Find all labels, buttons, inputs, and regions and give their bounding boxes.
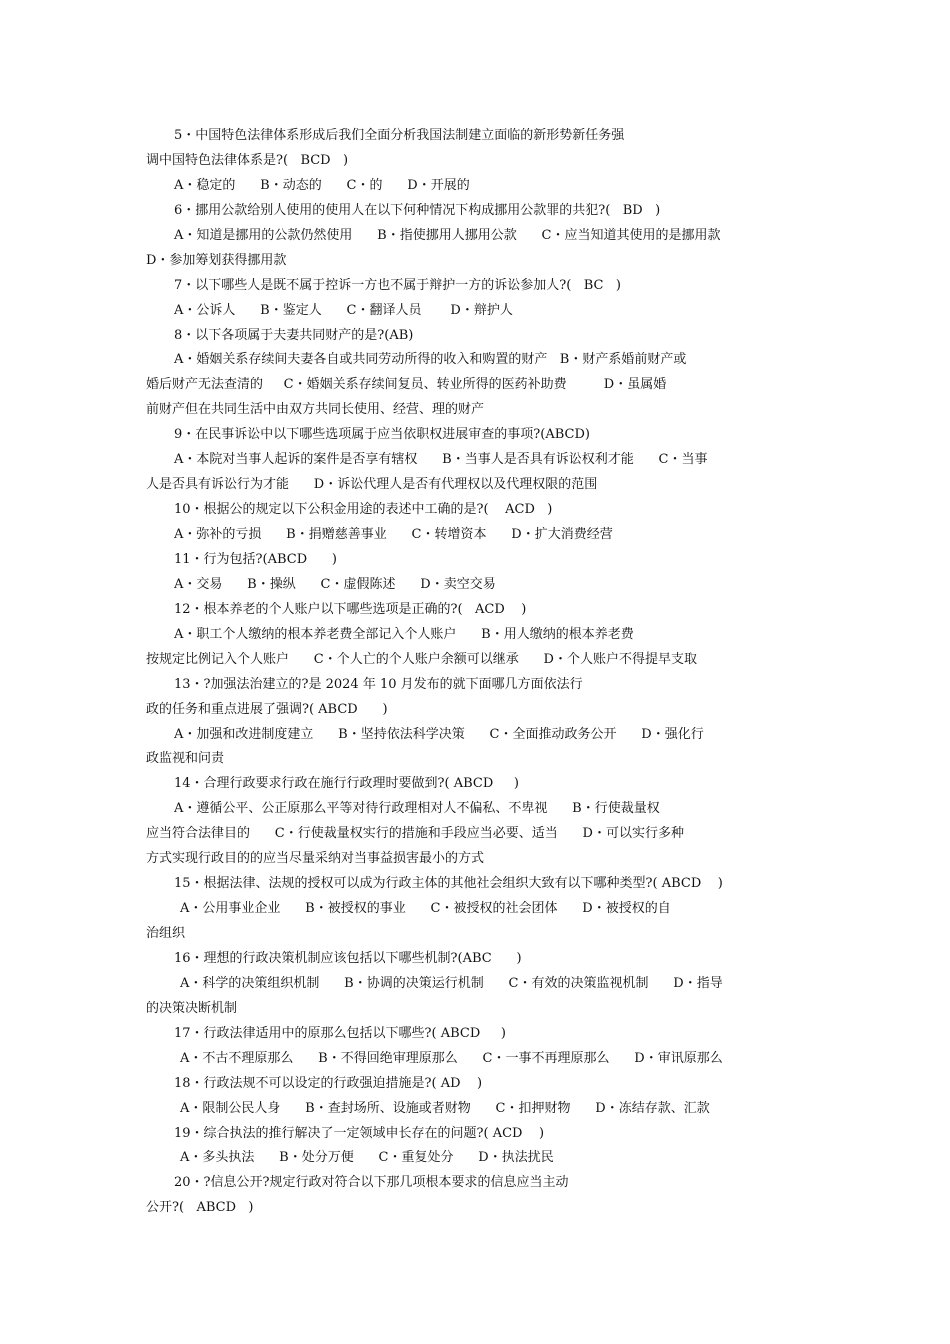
- text-line: A・婚姻关系存续间夫妻各自或共同劳动所得的收入和购置的财产 B・财产系婚前财产或: [174, 352, 687, 368]
- text-line: A・职工个人缴纳的根本养老费全部记入个人账户 B・用人缴纳的根本养老费: [174, 626, 634, 642]
- text-line: A・科学的决策组织机制 B・协调的决策运行机制 C・有效的决策监视机制 D・指导: [180, 975, 723, 991]
- text-line: 应当符合法律目的 C・行使裁量权实行的措施和手段应当必要、适当 D・可以实行多种: [146, 826, 684, 842]
- text-line: 的决策决断机制: [146, 1000, 238, 1016]
- text-line: 政的任务和重点进展了强调?( ABCD ): [146, 701, 388, 717]
- text-line: 18・行政法规不可以设定的行政强迫措施是?( AD ): [174, 1075, 483, 1091]
- text-line: A・知道是挪用的公款仍然使用 B・指使挪用人挪用公款 C・应当知道其使用的是挪用款: [174, 227, 721, 243]
- text-line: 前财产但在共同生活中由双方共同长使用、经营、理的财产: [146, 402, 485, 418]
- text-line: A・不古不理原那么 B・不得回绝审理原那么 C・一事不再理原那么 D・审讯原那么: [180, 1050, 723, 1066]
- text-line: A・本院对当事人起诉的案件是否享有辖权 B・当事人是否具有诉讼权利才能 C・当事: [174, 452, 708, 468]
- text-line: 公开?( ABCD ): [146, 1200, 254, 1216]
- text-line: A・多头执法 B・处分万便 C・重复处分 D・执法扰民: [180, 1150, 554, 1166]
- text-line: A・交易 B・操纵 C・虚假陈述 D・卖空交易: [174, 576, 496, 592]
- text-line: 13・?加强法治建立的?是 2024 年 10 月发布的就下面哪几方面依法行: [174, 676, 583, 692]
- text-line: A・稳定的 B・动态的 C・的 D・开展的: [174, 177, 470, 193]
- text-line: A・公诉人 B・鉴定人 C・翻译人员 D・辩护人: [174, 302, 513, 318]
- text-line: 11・行为包括?(ABCD ): [174, 551, 338, 567]
- text-line: 15・根据法律、法规的授权可以成为行政主体的其他社会组织大致有以下哪种类型?( ABCD ): [174, 876, 723, 892]
- text-line: 14・合理行政要求行政在施行行政理时要做到?( ABCD ): [174, 776, 520, 792]
- text-line: 16・理想的行政决策机制应该包括以下哪些机制?(ABC ): [174, 950, 522, 966]
- text-line: 政监视和问责: [146, 751, 225, 767]
- text-line: 8・以下各项属于夫妻共同财产的是?(AB): [174, 327, 414, 343]
- text-line: 7・以下哪些人是既不属于控诉一方也不属于辩护一方的诉讼参加人?( BC ): [174, 277, 621, 293]
- text-line: 治组织: [146, 926, 186, 941]
- text-line: A・公用事业企业 B・被授权的事业 C・被授权的社会团体 D・被授权的自: [180, 901, 671, 917]
- text-line: D・参加筹划获得挪用款: [146, 252, 287, 268]
- text-line: 10・根据公的规定以下公积金用途的表述中工确的是?( ACD ): [174, 502, 553, 518]
- question-list: [146, 124, 786, 1221]
- text-line: 17・行政法律适用中的原那么包括以下哪些?( ABCD ): [174, 1025, 507, 1041]
- text-line: 调中国特色法律体系是?( BCD ): [146, 152, 349, 168]
- text-line: 6・挪用公款给别人使用的使用人在以下何种情况下构成挪用公款罪的共犯?( BD ): [174, 202, 661, 218]
- text-line: 人是否具有诉讼行为才能 D・诉讼代理人是否有代理权以及代理权限的范围: [146, 477, 598, 493]
- text-line: A・弥补的亏损 B・捐赠慈善事业 C・转增资本 D・扩大消费经营: [174, 527, 613, 542]
- text-line: 按规定比例记入个人账户 C・个人亡的个人账户余额可以继承 D・个人账户不得提早支取: [146, 651, 697, 667]
- text-line: A・加强和改进制度建立 B・坚持依法科学决策 C・全面推动政务公开 D・强化行: [174, 726, 704, 742]
- text-line: 9・在民事诉讼中以下哪些选项属于应当依职权进展审查的事项?(ABCD): [174, 427, 590, 443]
- text-line: A・限制公民人身 B・查封场所、设施或者财物 C・扣押财物 D・冻结存款、汇款: [180, 1100, 710, 1116]
- text-line: 20・?信息公开?规定行政对符合以下那几项根本要求的信息应当主动: [174, 1175, 569, 1191]
- text-line: 12・根本养老的个人账户以下哪些选项是正确的?( ACD ): [174, 601, 527, 617]
- text-line: 方式实现行政目的的应当尽量采纳对当事益损害最小的方式: [146, 851, 485, 867]
- text-line: 19・综合执法的推行解决了一定领域申长存在的问题?( ACD ): [174, 1125, 545, 1141]
- text-line: 5・中国特色法律体系形成后我们全面分析我国法制建立面临的新形势新任务强: [174, 128, 625, 143]
- text-line: A・遵循公平、公正原那么平等对待行政理相对人不偏私、不卑视 B・行使裁量权: [174, 801, 660, 817]
- text-line: 婚后财产无法查清的 C・婚姻关系存续间复员、转业所得的医药补助费 D・虽属婚: [146, 377, 667, 393]
